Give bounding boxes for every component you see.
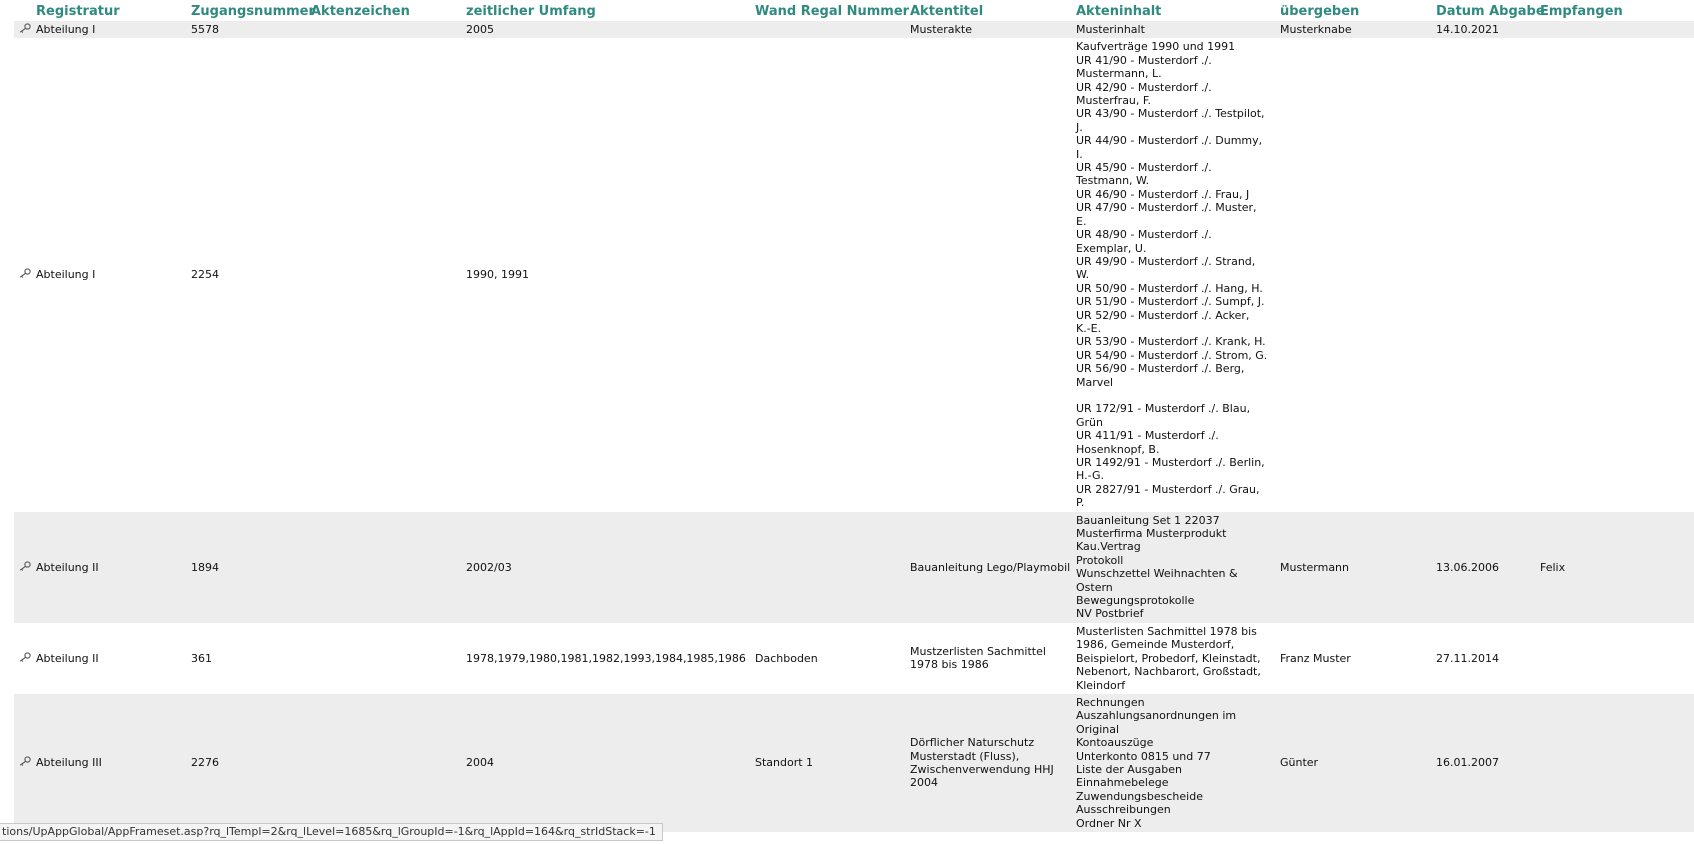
cell-uebergeben: Franz Muster [1280, 651, 1351, 665]
cell-datum-abgabe: 13.06.2006 [1436, 512, 1540, 623]
table-row[interactable] [14, 694, 1694, 832]
cell-empfangen [1540, 21, 1694, 38]
cell-aktentitel: Musterakte [910, 21, 1076, 38]
cell-zeitlicher-umfang: 1978,1979,1980,1981,1982,1993,1984,1985,1986 [466, 651, 746, 665]
cell-empfangen [1540, 623, 1694, 694]
cell-datum-abgabe [1436, 38, 1540, 511]
cell-zugangsnummer: 2276 [191, 694, 311, 832]
cell-zugangsnummer: 2254 [191, 268, 219, 282]
cell-akteninhalt: Musterinhalt [1076, 21, 1280, 38]
col-header-zugangsnummer[interactable]: Zugangsnummer [191, 4, 315, 19]
cell-zugangsnummer: 5578 [191, 21, 311, 38]
cell-wand [755, 38, 910, 511]
cell-aktenzeichen [311, 38, 466, 511]
cell-zeitlicher-umfang: 2005 [466, 21, 755, 38]
cell-empfangen [1540, 38, 1694, 511]
records-table [14, 0, 1694, 832]
key-icon[interactable] [17, 653, 31, 662]
cell-registratur: Abteilung I [36, 268, 96, 282]
key-icon[interactable] [17, 562, 31, 571]
cell-akteninhalt: Kaufverträge 1990 und 1991 UR 41/90 - Musterdorf ./. Mustermann, L. UR 42/90 - Musterdorf ./. Musterfrau, F. UR 43/90 - Musterdorf ./. Testpilot, J. UR 44/90 - Musterdorf ./. Dummy, I. UR 45/90 - Musterdorf ./. Testmann, W. UR 46/90 - Musterdorf ./. Frau, J UR 47/90 - Musterdorf ./. Muster, E. UR 48/90 - Musterdorf ./. Exemplar, U. UR 49/90 - Musterdorf ./. Strand, W. UR 50/90 - Musterdorf ./. Hang, H. UR 51/90 - Musterdorf ./. Sumpf, J. UR 52/90 - Musterdorf ./. Acker, K.-E. UR 53/90 - Musterdorf ./. Krank, H. UR 54/90 - Musterdorf ./. Strom, G. UR 56/90 - Musterdorf ./. Berg, Marvel UR 172/91 - Musterdorf ./. Blau, Grün UR 411/91 - Musterdorf ./. Hosenknopf, B. UR 1492/91 - Musterdorf ./. Berlin, H.-G. UR 2827/91 - Musterdorf ./. Grau, P. [1076, 40, 1268, 510]
cell-aktenzeichen [311, 21, 466, 38]
cell-uebergeben: Günter [1280, 694, 1436, 832]
cell-wand: Standort 1 [755, 694, 910, 832]
cell-wand: Dachboden [755, 651, 818, 665]
key-icon[interactable] [17, 757, 31, 766]
cell-empfangen [1540, 694, 1694, 832]
col-header-wand-regal-nummer[interactable]: Wand Regal Nummer [755, 4, 910, 19]
col-header-empfangen[interactable]: Empfangen [1540, 4, 1623, 19]
cell-aktentitel [910, 38, 1076, 511]
cell-uebergeben [1280, 38, 1436, 511]
cell-akteninhalt: Musterlisten Sachmittel 1978 bis 1986, Gemeinde Musterdorf, Beispielort, Probedorf, Kleinstadt, Nebenort, Nachbarort, Großstadt, Kleindorf [1076, 624, 1261, 692]
cell-zeitlicher-umfang: 1990, 1991 [466, 268, 529, 282]
col-header-datum-abgabe[interactable]: Datum Abgabe [1436, 4, 1545, 19]
col-header-registratur[interactable]: Registratur [36, 4, 120, 19]
col-header-akteninhalt[interactable]: Akteninhalt [1076, 4, 1162, 19]
table-row[interactable] [14, 21, 1694, 38]
cell-aktenzeichen [311, 623, 466, 694]
cell-registratur: Abteilung II [36, 512, 191, 623]
cell-registratur: Abteilung II [36, 651, 99, 665]
status-bar-url: tions/UpAppGlobal/AppFrameset.asp?rq_lTempl=2&rq_lLevel=1685&rq_lGroupId=-1&rq_lAppId=164&rq_strIdStack=-1 [0, 823, 663, 841]
table-row[interactable] [14, 38, 1694, 511]
cell-wand [755, 21, 910, 38]
header-row [14, 0, 1694, 21]
cell-datum-abgabe: 16.01.2007 [1436, 694, 1540, 832]
cell-zeitlicher-umfang: 2004 [466, 694, 755, 832]
cell-aktentitel: Mustzerlisten Sachmittel 1978 bis 1986 [910, 644, 1046, 672]
cell-akteninhalt: Bauanleitung Set 1 22037 Musterfirma Musterprodukt Kau.Vertrag Protokoll Wunschzettel Weihnachten & Ostern Bewegungsprotokolle NV Postbrief [1076, 512, 1280, 623]
cell-aktentitel: Bauanleitung Lego/Playmobil [910, 512, 1076, 623]
cell-uebergeben: Mustermann [1280, 512, 1436, 623]
cell-datum-abgabe: 14.10.2021 [1436, 21, 1540, 38]
col-header-aktentitel[interactable]: Aktentitel [910, 4, 984, 19]
col-header-zeitlicher-umfang[interactable]: zeitlicher Umfang [466, 4, 596, 19]
key-icon[interactable] [17, 269, 31, 278]
cell-zugangsnummer: 1894 [191, 512, 311, 623]
col-header-uebergeben[interactable]: übergeben [1280, 4, 1360, 19]
cell-wand [755, 512, 910, 623]
cell-akteninhalt: Rechnungen Auszahlungsanordnungen im Original Kontoauszüge Unterkonto 0815 und 77 Liste der Ausgaben Einnahmebelege Zuwendungsbescheide Ausschreibungen Ordner Nr X [1076, 694, 1280, 832]
cell-aktenzeichen [311, 512, 466, 623]
cell-aktenzeichen [311, 694, 466, 832]
table-row[interactable] [14, 512, 1694, 623]
cell-zeitlicher-umfang: 2002/03 [466, 512, 755, 623]
cell-empfangen: Felix [1540, 512, 1694, 623]
cell-zugangsnummer: 361 [191, 651, 212, 665]
key-icon[interactable] [17, 24, 31, 33]
table-row[interactable] [14, 623, 1694, 694]
cell-uebergeben: Musterknabe [1280, 21, 1436, 38]
cell-registratur: Abteilung I [36, 21, 191, 38]
cell-registratur: Abteilung III [36, 694, 191, 832]
cell-aktentitel: Dörflicher Naturschutz Musterstadt (Fluss), Zwischenverwendung HHJ 2004 [910, 694, 1076, 832]
col-header-aktenzeichen[interactable]: Aktenzeichen [311, 4, 410, 19]
cell-datum-abgabe: 27.11.2014 [1436, 651, 1499, 665]
